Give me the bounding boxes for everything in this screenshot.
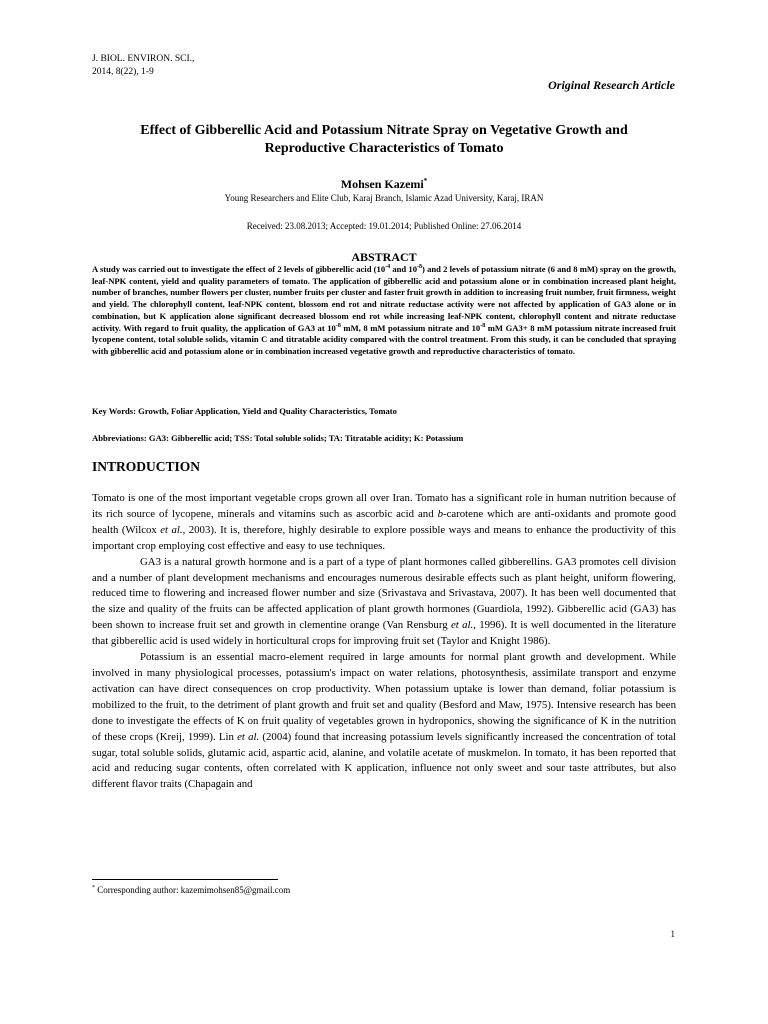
journal-citation <box>92 53 194 79</box>
abstract-run-1: A study was carried out to investigate the effect of 2 levels of gibberellic acid (10 <box>92 264 386 274</box>
keywords: Key Words: Growth, Foliar Application, Yield and Quality Characteristics, Tomato <box>92 406 397 416</box>
exponent: -8 <box>417 264 423 271</box>
text-run: 2003). It is, therefore, highly desirable to explore possible ways and means to enhance the productivity of this important crop employing cost effective and easy to use techniques. <box>92 523 676 552</box>
italic-run: et al. <box>237 730 260 743</box>
journal-name: J. BIOL. ENVIRON. SCI., <box>92 54 195 64</box>
text-run: 1996). It is well documented in the literature that gibberellic acid is used widely in horticultural crops for improving fruit set (Taylor and Knight 1986). <box>92 619 677 648</box>
abstract-run-3: ) and 2 levels of potassium nitrate (6 and 8 mM) spray on the growth, leaf-NPK content, yield and quality parameters of tomato. The application of gibberellic acid and potassium alone or in combination increased plant height, number of branches, number flowers per cluster, number fruits per cluster and faster fruit growth in addition to increasing fruit number, fruit firmness, weight and yield. The chlorophyll content, leaf-NPK content, blossom end rot and nitrate reductase activity were not affected by application of GA3 alone or in combination, but K application alone significant decreased blossom end rot while increasing leaf-NPK content, chlorophyll content and nitrate reductase activity. With regard to fruit quality, the application of GA3 at 10 <box>92 264 676 333</box>
introduction-body <box>92 491 676 793</box>
paragraph <box>92 491 676 555</box>
paragraph <box>92 650 676 793</box>
exponent: -8 <box>335 322 341 329</box>
abstract-text <box>92 264 676 358</box>
author <box>92 177 676 192</box>
paragraph <box>92 555 676 650</box>
author-footnote-mark: * <box>423 177 428 185</box>
footnote <box>92 885 290 895</box>
italic-run: b <box>437 507 443 520</box>
abbreviations: Abbreviations: GA3: Gibberellic acid; TSS: Total soluble solids; TA: Titratable acidity; K: Potassium <box>92 433 464 443</box>
abstract-heading: ABSTRACT <box>351 250 417 264</box>
text-run: (2004) found that increasing potassium levels significantly increased the concentration of total sugar, total soluble solids, glutamic acid, aspartic acid, alanine, and volatile acetate of muskmelon. In tomato, it has been reported that acid and reducing sugar contents, often correlated with K application, influence not only sweet and sour taste attributes, but also different flavor traits (Chapagain and <box>92 730 677 791</box>
author-name: Mohsen Kazemi <box>340 177 424 191</box>
section-heading-introduction: INTRODUCTION <box>92 459 201 474</box>
italic-run: et al., <box>160 523 186 536</box>
footnote-mark: * <box>92 885 95 891</box>
text-run: Potassium is an essential macro-element required in large amounts for normal plant growth and development. While involved in many physiological processes, potassium's impact on water relations, photosynthesis, assimilate transport and enzyme activation can have direct consequences on crop productivity. When potassium uptake is lower than demand, foliar potassium is mobilized to the fruit, to the detriment of plant growth and fruit set and quality (Besford and Maw, 1975). Intensive research has been done to investigate the effects of K on fruit quality of vegetables grown in hydroponics, showing the significance of K in the nutrition of these crops (Kreij, 1999). Lin <box>92 651 676 743</box>
text-run: Tomato is one of the most important vegetable crops grown all over Iran. Tomato has a significant role in human nutrition because of its rich source of lycopene, minerals and vitamins such as ascorbic acid and <box>92 492 676 520</box>
footnote-text: Corresponding author: kazemimohsen85@gmail.com <box>95 885 291 895</box>
affiliation: Young Researchers and Elite Club, Karaj Branch, Islamic Azad University, Karaj, IRAN <box>224 193 544 203</box>
italic-run: et al., <box>450 619 476 632</box>
exponent: -4 <box>385 264 391 271</box>
article-type: Original Research Article <box>548 78 675 92</box>
abstract-run-2: and 10 <box>390 264 418 274</box>
abstract-run-5: mM GA3+ 8 mM potassium nitrate increased fruit lycopene content, total soluble solids, vitamin C and titratable acidity compared with the control treatment. From this study, it can be concluded that spraying with gibberellic acid and potassium alone or in combination increased vegetative growth and reproductive characteristics of tomato. <box>92 322 676 356</box>
text-run: GA3 is a natural growth hormone and is a part of a type of plant hormones called gibberellins. GA3 promotes cell division and a number of plant development mechanisms and encourages numerous desirable effects such as plant height, uniform flowering, reduced time to flowering and increased flower number and size (Srivastava and Srivastava, 2007). It has been well documented that the size and quality of the fruits can be affected application of plant growth hormones (Guardiola, 1992). Gibberellic acid (GA3) has been shown to increase fruit set and growth in clementine orange (Van Rensburg <box>92 555 676 632</box>
footnote-divider <box>92 879 278 880</box>
abstract-run-4: mM, 8 mM potassium nitrate and 10 <box>340 322 481 333</box>
page-number: 1 <box>670 929 675 939</box>
text-run: -carotene which are anti-oxidants and promote good health (Wilcox <box>92 507 676 536</box>
publication-dates: Received: 23.08.2013; Accepted: 19.01.2014; Published Online: 27.06.2014 <box>246 221 522 231</box>
paper-title <box>92 122 676 158</box>
exponent: -8 <box>480 322 486 329</box>
title-line-2: Reproductive Characteristics of Tomato <box>264 141 504 156</box>
title-line-1: Effect of Gibberellic Acid and Potassium Nitrate Spray on Vegetative Growth and <box>140 123 628 138</box>
journal-volume: 2014, 8(22), 1-9 <box>92 67 154 77</box>
